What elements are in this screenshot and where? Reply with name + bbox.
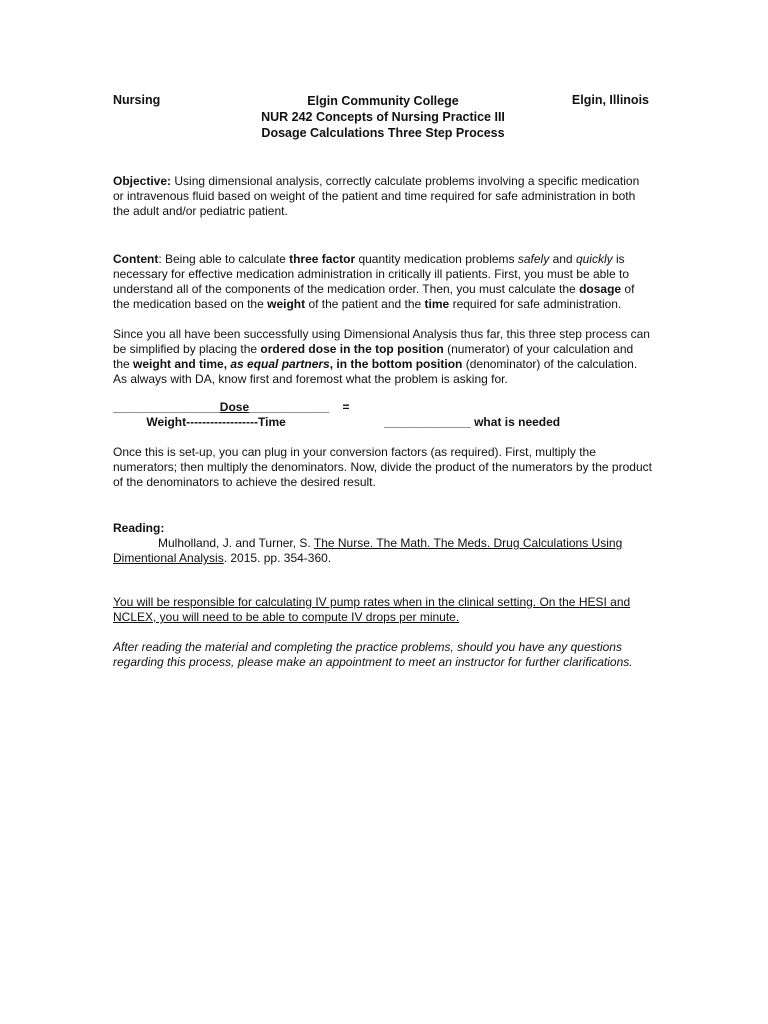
formula-result <box>384 415 560 430</box>
formula-blank: ____________ <box>249 400 330 414</box>
instructions-paragraph: Once this is set-up, you can plug in your conversion factors (as required). First, multiply the numerators; then multiply the denominators. Now, divide the product of the numerators by the product of the denominators to achieve the desired result. <box>113 445 652 489</box>
process-text: (numerator) of your calculation and the <box>113 342 634 371</box>
header-course: NUR 242 Concepts of Nursing Practice III <box>261 110 505 124</box>
process-bold-italic: as equal partners <box>230 357 330 371</box>
header-department: Nursing <box>113 93 161 107</box>
content-italic: quickly <box>575 252 613 266</box>
formula-dose: Dose <box>219 400 250 414</box>
formula-blank: ________________ <box>113 400 220 414</box>
closing-paragraph: After reading the material and completing the practice problems, should you have any questions regarding this process, please make an appointment to meet an instructor for further clarifications. <box>113 640 633 669</box>
document-header <box>113 92 653 140</box>
header-location: Elgin, Illinois <box>571 93 649 107</box>
content-text: required for safe administration. <box>449 297 622 311</box>
formula-denominator: Weight------------------Time <box>113 415 286 429</box>
reading-citation <box>113 536 653 566</box>
process-paragraph <box>113 327 653 387</box>
objective-text: Using dimensional analysis, correctly calculate problems involving a specific medication or intravenous fluid based on weight of the patient and time required for safe administration in both the adult and/or pediatric patient. <box>113 174 640 218</box>
header-topic: Dosage Calculations Three Step Process <box>261 126 505 140</box>
process-text: Since you all have been successfully using Dimensional Analysis thus far, this three step process can be simplified by placing the <box>113 327 650 356</box>
content-emphasis: weight <box>267 297 306 311</box>
content-text: : Being able to calculate <box>158 252 290 266</box>
content-text: quantity medication problems <box>355 252 518 266</box>
content-text: of the patient and the <box>305 297 425 311</box>
content-emphasis: time <box>424 297 450 311</box>
content-text: is necessary for effective medication administration in critically ill patients. First, you must be able to understand all of the components of the medication order. Then, you must calculate the <box>113 252 629 296</box>
process-emphasis: ordered dose in the top position <box>260 342 444 356</box>
formula-equals: = <box>329 400 350 414</box>
process-text: (denominator) of the calculation. As always with DA, know first and foremost what the problem is asking for. <box>113 357 638 386</box>
formula-blank: _____________ <box>384 415 471 429</box>
process-emphasis: , in the bottom position <box>329 357 463 371</box>
content-text: and <box>549 252 576 266</box>
objective-label: Objective: <box>113 174 172 188</box>
formula-result-label: what is needed <box>470 415 561 429</box>
content-text: of the medication based on the <box>113 282 635 311</box>
content-paragraph <box>113 252 653 312</box>
citation-details: . 2015. pp. 354-360. <box>223 551 332 565</box>
content-emphasis: dosage <box>579 282 622 296</box>
content-italic: safely <box>517 252 550 266</box>
responsibility-paragraph: You will be responsible for calculating IV pump rates when in the clinical setting. On the HESI and NCLEX, you will need to be able to compute IV drops per minute. <box>113 595 631 624</box>
process-emphasis: weight and time, <box>133 357 231 371</box>
formula-numerator-line <box>113 400 350 415</box>
reading-section <box>113 521 653 566</box>
reading-title: Reading: <box>113 521 165 535</box>
content-label: Content <box>113 252 159 266</box>
header-college: Elgin Community College <box>307 94 459 108</box>
dosage-formula <box>113 400 653 432</box>
content-emphasis: three factor <box>289 252 356 266</box>
citation-book-title: The Nurse. The Math. The Meds. Drug Calculations Using Dimentional Analysis <box>113 536 623 565</box>
citation-authors: Mulholland, J. and Turner, S. <box>158 536 314 550</box>
document-body <box>113 92 653 670</box>
objective-paragraph <box>113 174 653 219</box>
